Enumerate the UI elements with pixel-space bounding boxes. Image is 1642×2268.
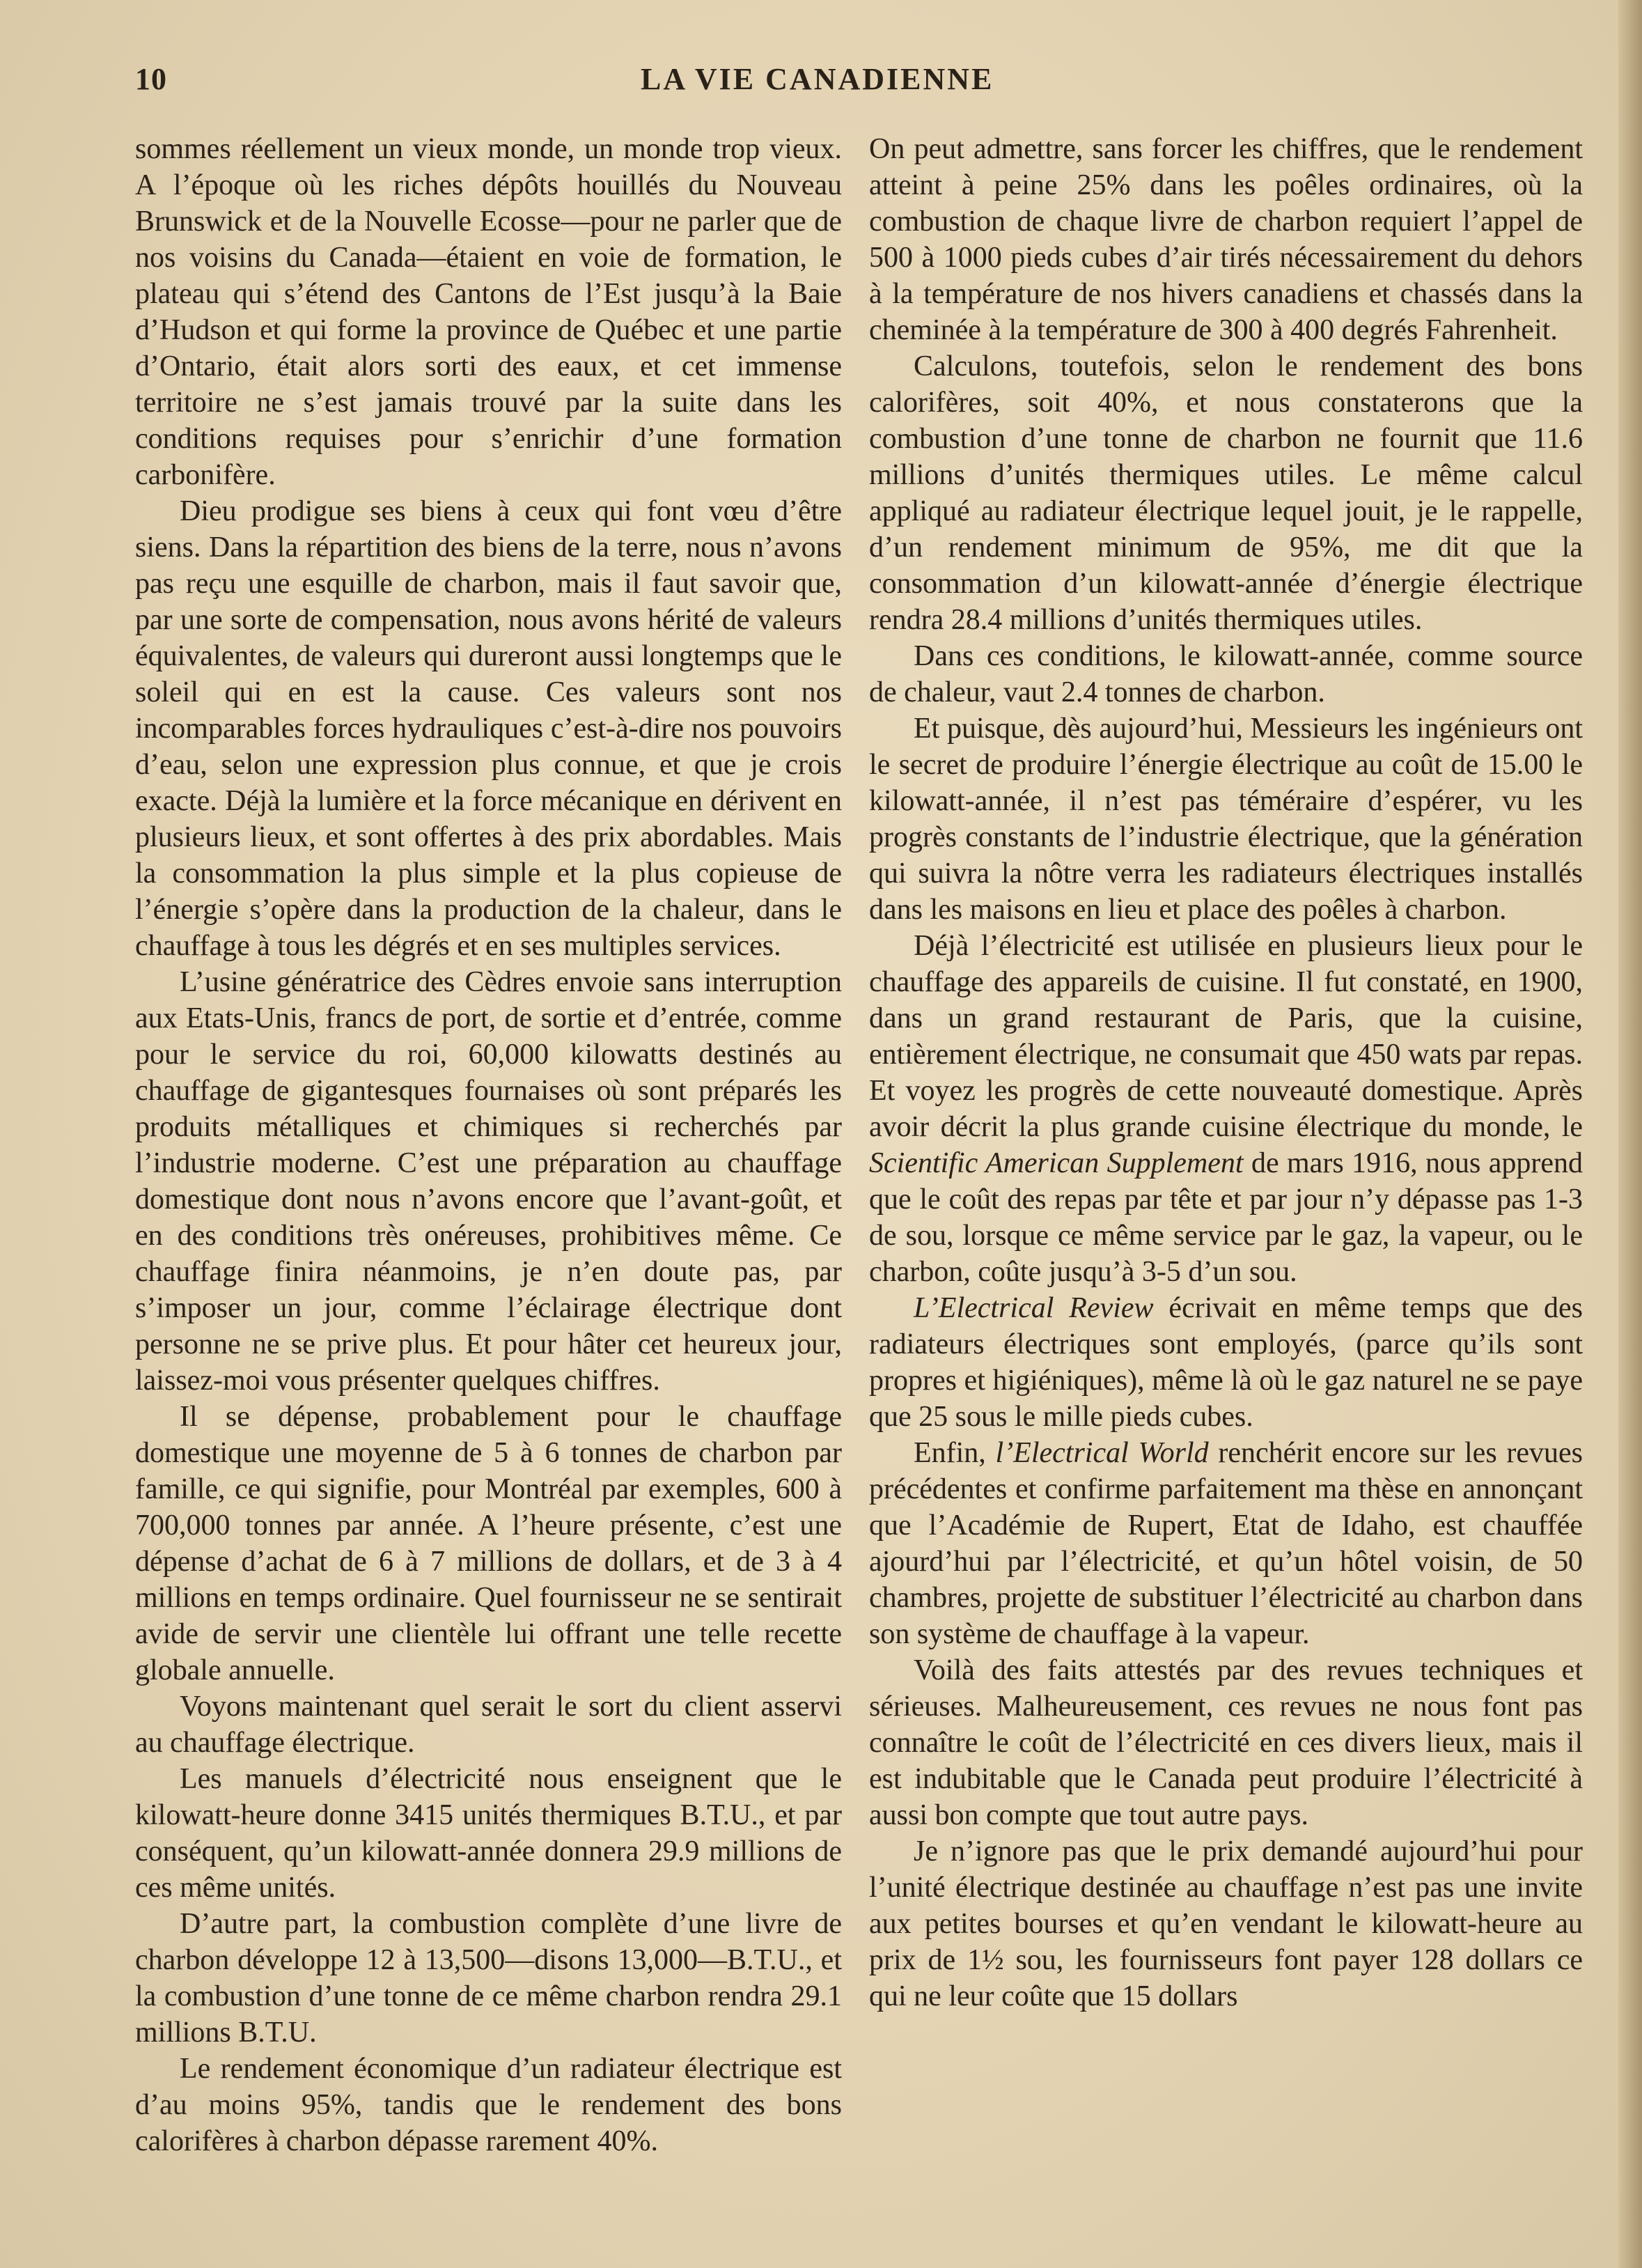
paragraph: Dieu prodigue ses biens à ceux qui font vœu d’être siens. Dans la répartition des biens de la terre, nous n’avons pas reçu une esquille de charbon, mais il faut savoir que, par une sorte de compensation, nous avons hérité de valeurs équivalentes, de valeurs qui dureront aussi longtemps que le soleil qui en est la cause. Ces valeurs sont nos incomparables forces hydrauliques c’est-à-dire nos pouvoirs d’eau, selon une expression plus connue, et que je crois exacte. Déjà la lumière et la force mécanique en dérivent en plusieurs lieux, et sont offertes à des prix abordables. Mais la consommation la plus simple et la plus copieuse de l’énergie s’opère dans la production de la chaleur, dans le chauffage à tous les dégrés et en ses multiples services. <box>135 495 842 962</box>
paragraph: Voilà des faits attestés par des revues techniques et sérieuses. Malheureusement, ces revues ne nous font pas connaître le coût de l’électricité en ces divers lieux, mais il est indubitable que le Canada peut produire l’électricité à aussi bon compte que tout autre pays. <box>869 1654 1583 1831</box>
publication-title: L’Electrical Review <box>914 1292 1154 1324</box>
paragraph: Dans ces conditions, le kilowatt-année, comme source de chaleur, vaut 2.4 tonnes de charbon. <box>869 640 1583 708</box>
paragraph <box>869 928 1583 1290</box>
paragraph: Voyons maintenant quel serait le sort du client asservi au chauffage électrique. <box>135 1691 842 1759</box>
running-title: LA VIE CANADIENNE <box>641 62 994 96</box>
paragraph: Calculons, toutefois, selon le rendement des bons calorifères, soit 40%, et nous constaterons que la combustion d’une tonne de charbon ne fournit que 11.6 millions d’unités thermiques utiles. Le même calcul appliqué au radiateur électrique lequel jouit, je le rappelle, d’un rendement minimum de 95%, me dit que la consommation d’un kilowatt-année d’énergie électrique rendra 28.4 millions d’unités thermiques utiles. <box>869 350 1583 636</box>
paragraph-text: Déjà l’électricité est utilisée en plusieurs lieux pour le chauffage des appareils de cuisine. Il fut constaté, en 1900, dans un grand restaurant de Paris, que la cuisine, entièrement électrique, ne consumait que 450 wats par repas. Et voyez les progrès de cette nouveauté domestique. Après avoir décrit la plus grande cuisine électrique du monde, le <box>869 930 1583 1143</box>
page-edge-shadow <box>1618 0 1642 2268</box>
right-column <box>869 131 1583 2014</box>
paragraph <box>869 1290 1583 1435</box>
paragraph-text: renchérit encore sur les revues précédentes et confirme parfaitement ma thèse en annonçant que l’Académie de Rupert, Etat de Idaho, est chauffée ajourd’hui par l’électricité, et qu’un hôtel voisin, de 50 chambres, projette de substituer l’électricité au charbon dans son système de chauffage à la vapeur. <box>869 1437 1583 1650</box>
paragraph: Les manuels d’électricité nous enseignent que le kilowatt-heure donne 3415 unités thermiques B.T.U., et par conséquent, qu’un kilowatt-année donnera 29.9 millions de ces même unités. <box>135 1763 842 1904</box>
page-header <box>0 61 1642 110</box>
paragraph: On peut admettre, sans forcer les chiffres, que le rendement atteint à peine 25% dans les poêles ordinaires, où la combustion de chaque livre de charbon requiert l’appel de 500 à 1000 pieds cubes d’air tirés nécessairement du dehors à la température de nos hivers canadiens et chassés dans la cheminée à la température de 300 à 400 degrés Fahrenheit. <box>869 133 1583 346</box>
paragraph: sommes réellement un vieux monde, un monde trop vieux. A l’époque où les riches dépôts houillés du Nouveau Brunswick et de la Nouvelle Ecosse—pour ne parler que de nos voisins du Canada—étaient en voie de formation, le plateau qui s’étend des Cantons de l’Est jusqu’à la Baie d’Hudson et qui forme la province de Québec et une partie d’Ontario, était alors sorti des eaux, et cet immense territoire ne s’est jamais trouvé par la suite dans les conditions requises pour s’enrichir d’une formation carbonifère. <box>135 133 842 491</box>
paragraph: Il se dépense, probablement pour le chauffage domestique une moyenne de 5 à 6 tonnes de charbon par famille, ce qui signifie, pour Montréal par exemples, 600 à 700,000 tonnes par année. A l’heure présente, c’est une dépense d’achat de 6 à 7 millions de dollars, et de 3 à 4 millions en temps ordinaire. Quel fournisseur ne se sentirait avide de servir une clientèle lui offrant une telle recette globale annuelle. <box>135 1401 842 1686</box>
paragraph-text: de mars 1916, nous apprend que le coût des repas par tête et par jour n’y dépasse pas 1-3 de sou, lorsque ce même service par le gaz, la vapeur, ou le charbon, coûte jusqu’à 3-5 d’un sou. <box>869 1147 1583 1288</box>
paragraph-text: écrivait en même temps que des radiateurs électriques sont employés, (parce qu’ils sont propres et higiéniques), même là où le gaz naturel ne se paye que 25 sous le mille pieds cubes. <box>869 1292 1583 1433</box>
page-number: 10 <box>135 62 167 96</box>
paragraph: Je n’ignore pas que le prix demandé aujourd’hui pour l’unité électrique destinée au chauffage n’est pas une invite aux petites bourses et qu’en vendant le kilowatt-heure au prix de 1½ sou, les fournisseurs font payer 128 dollars ce qui ne leur coûte que 15 dollars <box>869 1835 1583 2012</box>
paragraph: D’autre part, la combustion complète d’une livre de charbon développe 12 à 13,500—disons 13,000—B.T.U., et la combustion d’une tonne de ce même charbon rendra 29.1 millions B.T.U. <box>135 1908 842 2049</box>
paragraph-text: Enfin, <box>914 1437 996 1469</box>
paragraph <box>869 1435 1583 1652</box>
left-column <box>135 131 842 2159</box>
paragraph: Et puisque, dès aujourd’hui, Messieurs les ingénieurs ont le secret de produire l’énergie électrique au coût de 15.00 le kilowatt-année, il n’est pas téméraire d’espérer, vu les progrès constants de l’industrie électrique, que la génération qui suivra la nôtre verra les radiateurs électriques installés dans les maisons en lieu et place des poêles à charbon. <box>869 713 1583 926</box>
publication-title: Scientific American Supplement <box>869 1147 1244 1179</box>
paragraph: L’usine génératrice des Cèdres envoie sans interruption aux Etats-Unis, francs de port, de sortie et d’entrée, comme pour le service du roi, 60,000 kilowatts destinés au chauffage de gigantesques fournaises où sont préparés les produits métalliques et chimiques si recherchés par l’industrie moderne. C’est une préparation au chauffage domestique dont nous n’avons encore que l’avant-goût, et en des conditions très onéreuses, prohibitives même. Ce chauffage finira néanmoins, je n’en doute pas, par s’imposer un jour, comme l’éclairage électrique dont personne ne se prive plus. Et pour hâter cet heureux jour, laissez-moi vous présenter quelques chiffres. <box>135 966 842 1397</box>
paragraph: Le rendement économique d’un radiateur électrique est d’au moins 95%, tandis que le rendement des bons calorifères à charbon dépasse rarement 40%. <box>135 2053 842 2157</box>
publication-title: l’Electrical World <box>995 1437 1209 1469</box>
